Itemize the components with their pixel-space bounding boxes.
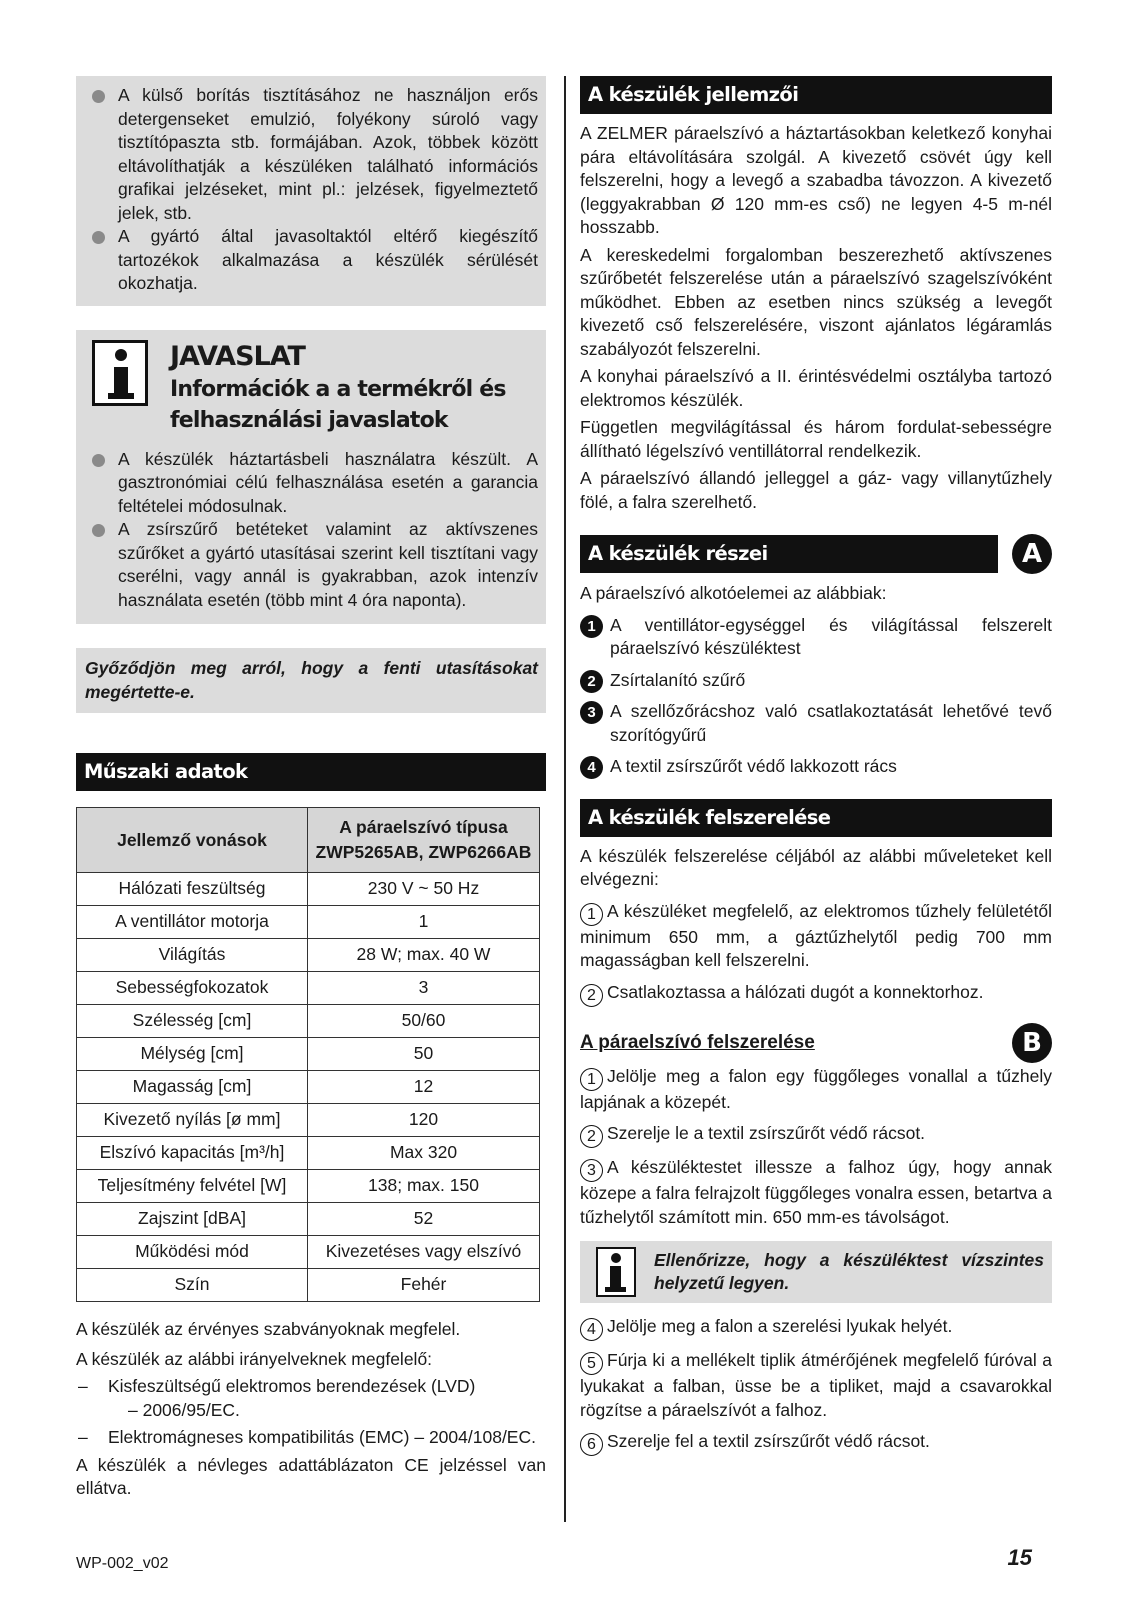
javaslat-box (76, 330, 546, 625)
list-item: 4 A textil zsírszűrőt védő lakkozott rács (580, 755, 1052, 779)
info-icon (92, 340, 148, 406)
step-item: 5 Fúrja ki a mellékelt tiplik átmérőjének megfelelő fúróval a lyukakat a falban, üsse be a tipliket, majd a csavarokkal rögzítse a páraelszívót a falhoz. (580, 1350, 1052, 1420)
conformity-section (76, 1318, 546, 1501)
paragraph: A ZELMER páraelszívó a háztartásokban keletkező konyhai pára eltávolítására szolgál. A kivezető csövét úgy kell felszerelni, hogy a levegő a szabadba távozzon. A kivezető (leggyakrabban Ø 120 mm-es cső) ne legyen 4-5 m-nél hosszabb. (580, 123, 1052, 237)
installation-intro: A készülék felszerelése céljából az alábbi műveleteket kell elvégezni: (580, 845, 1052, 889)
number-badge: 4 (580, 756, 603, 779)
mounting-heading: A páraelszívó felszerelése (580, 1031, 815, 1053)
list-item: A készülék háztartásbeli használatra készült. A gasztronómiai célú felhasználása esetén a garancia feltételei módosulnak. (82, 448, 538, 519)
mounting-heading-row (580, 1023, 1052, 1063)
step-item: 3 A készüléktestet illessze a falhoz úgy, hogy annak közepe a falra felrajzolt függőleges vonalra essen, betartva a tűzhelytől számított min. 650 mm-es távolságot. (580, 1157, 1052, 1227)
column-divider (564, 76, 566, 1522)
table-row: Teljesítmény felvétel [W] 138; max. 150 (77, 1170, 540, 1203)
ce-statement: A készülék a névleges adattáblázaton CE jelzéssel van ellátva. (76, 1454, 546, 1498)
conformity-line: A készülék az alábbi irányelveknek megfelelő: (76, 1348, 433, 1369)
bullet-icon (92, 90, 105, 103)
right-column (580, 76, 1052, 1456)
tech-data-heading: Műszaki adatok (76, 753, 546, 791)
list-item: – Elektromágneses kompatibilitás (EMC) – 2004/108/EC. (78, 1427, 536, 1447)
table-row: Sebességfokozatok 3 (77, 972, 540, 1005)
document-code: WP-002_v02 (76, 1555, 169, 1572)
step-item: 2 Csatlakoztassa a hálózati dugót a konnektorhoz. (580, 981, 1052, 1007)
list-item: 2 Zsírtalanító szűrő (580, 669, 1052, 693)
step-item: 2 Szerelje le a textil zsírszűrőt védő rácsot. (580, 1122, 1052, 1148)
step-number: 2 (580, 1125, 603, 1148)
javaslat-title: JAVASLAT (170, 340, 305, 372)
parts-heading-row (580, 534, 1052, 574)
figure-badge-a: A (1012, 534, 1052, 574)
table-row: Elszívó kapacitás [m³/h] Max 320 (77, 1137, 540, 1170)
step-item: 4 Jelölje meg a falon a szerelési lyukak helyét. (580, 1315, 1052, 1341)
page-number: 15 (1007, 1545, 1032, 1570)
table-row: Mélység [cm] 50 (77, 1038, 540, 1071)
table-row: Világítás 28 W; max. 40 W (77, 939, 540, 972)
table-row: Kivezető nyílás [ø mm] 120 (77, 1104, 540, 1137)
table-header-cell: A páraelszívó típusa ZWP5265AB, ZWP6266AB (308, 808, 540, 873)
number-badge: 1 (580, 615, 603, 638)
paragraph: A kereskedelmi forgalomban beszerezhető aktívszenes szűrőbetét felszerelése után a páraelszívó szagelszívóként működhet. Ebben az esetben nincs szükség a levegőt kivezető cső felszerelésére, viszont ajánlatos légáramlás szabályozót felszerelni. (580, 244, 1052, 359)
conformity-line: A készülék az érvényes szabványoknak megfelel. (76, 1319, 461, 1339)
step-item: 6 Szerelje fel a textil zsírszűrőt védő rácsot. (580, 1430, 1052, 1456)
list-item-continuation: – 2006/95/EC. (128, 1399, 240, 1420)
number-badge: 2 (580, 670, 603, 693)
confirm-note: Győződjön meg arról, hogy a fenti utasításokat megértette-e. (76, 648, 546, 713)
step-number: 3 (580, 1159, 603, 1182)
list-item: 1 A ventillátor-egységgel és világítással felszerelt páraelszívó készüléktest (580, 614, 1052, 661)
list-item: A zsírszűrő betéteket valamint az aktívszenes szűrőket a gyártó utasításai szerint kell tisztítani vagy cserélni, vagy annál is gyakrabban, azok intenzív használata esetén (több mint 4 óra naponta). (82, 518, 538, 612)
cleaning-warnings-box (76, 76, 546, 306)
features-text (580, 122, 1052, 514)
table-row: Működési mód Kivezetéses vagy elszívó (77, 1236, 540, 1269)
step-number: 4 (580, 1318, 603, 1341)
tech-data-table (76, 807, 540, 1302)
table-header-row (77, 808, 540, 873)
level-note-box (580, 1241, 1052, 1303)
step-number: 2 (580, 984, 603, 1007)
table-row: Magasság [cm] 12 (77, 1071, 540, 1104)
info-icon (596, 1247, 636, 1297)
javaslat-subtitle: felhasználási javaslatok (170, 407, 448, 433)
table-row: Szélesség [cm] 50/60 (77, 1005, 540, 1038)
paragraph: A páraelszívó állandó jelleggel a gáz- vagy villanytűzhely fölé, a falra szerelhető. (580, 468, 1052, 512)
bullet-icon (92, 524, 105, 537)
table-row: Hálózati feszültség 230 V ~ 50 Hz (77, 873, 540, 906)
list-item: 3 A szellőzőrácshoz való csatlakoztatását lehetővé tevő szorítógyűrű (580, 700, 1052, 747)
parts-heading: A készülék részei (580, 535, 998, 573)
bullet-icon (92, 454, 105, 467)
features-heading: A készülék jellemzői (580, 76, 1052, 114)
list-item: A gyártó által javasoltaktól eltérő kiegészítő tartozékok alkalmazása a készülék sérülését okozhatja. (82, 225, 538, 296)
step-number: 6 (580, 1433, 603, 1456)
table-row: Szín Fehér (77, 1269, 540, 1302)
table-row: Zajszint [dBA] 52 (77, 1203, 540, 1236)
figure-badge-b: B (1012, 1023, 1052, 1063)
javaslat-subtitle: Információk a a termékről és (170, 376, 506, 402)
step-number: 1 (580, 1068, 603, 1091)
step-number: 1 (580, 903, 603, 926)
left-column (76, 76, 546, 1501)
level-note-text: Ellenőrizze, hogy a készüléktest vízszintes helyzetű legyen. (654, 1249, 1044, 1293)
paragraph: A konyhai páraelszívó a II. érintésvédelmi osztályba tartozó elektromos készülék. (580, 366, 1052, 410)
installation-heading: A készülék felszerelése (580, 799, 1052, 837)
list-item: A külső borítás tisztításához ne használjon erős detergenseket emulzió, folyékony súroló vagy tisztítópaszta stb. formájában. Azok, többek között eltávolíthatják a készüléken található információs grafikai jelzéseket, mint pl.: jelzések, figyelmeztető jelek, stb. (82, 84, 538, 225)
table-row: A ventillátor motorja 1 (77, 906, 540, 939)
step-number: 5 (580, 1352, 603, 1375)
number-badge: 3 (580, 701, 603, 724)
list-item: – Kisfeszültségű elektromos berendezések (LVD) (78, 1376, 476, 1396)
bullet-icon (92, 231, 105, 244)
step-item: 1 Jelölje meg a falon egy függőleges vonallal a tűzhely lapjának a közepét. (580, 1065, 1052, 1112)
paragraph: Független megvilágítással és három fordulat-sebességre állítható légelszívó ventillátorral rendelkezik. (580, 417, 1052, 461)
parts-intro: A páraelszívó alkotóelemei az alábbiak: (580, 583, 887, 603)
table-header-cell: Jellemző vonások (77, 808, 308, 873)
step-item: 1 A készüléket megfelelő, az elektromos tűzhely felületétől minimum 650 mm, a gáztűzhelytől pedig 700 mm magasságban kell felszerelni. (580, 900, 1052, 970)
